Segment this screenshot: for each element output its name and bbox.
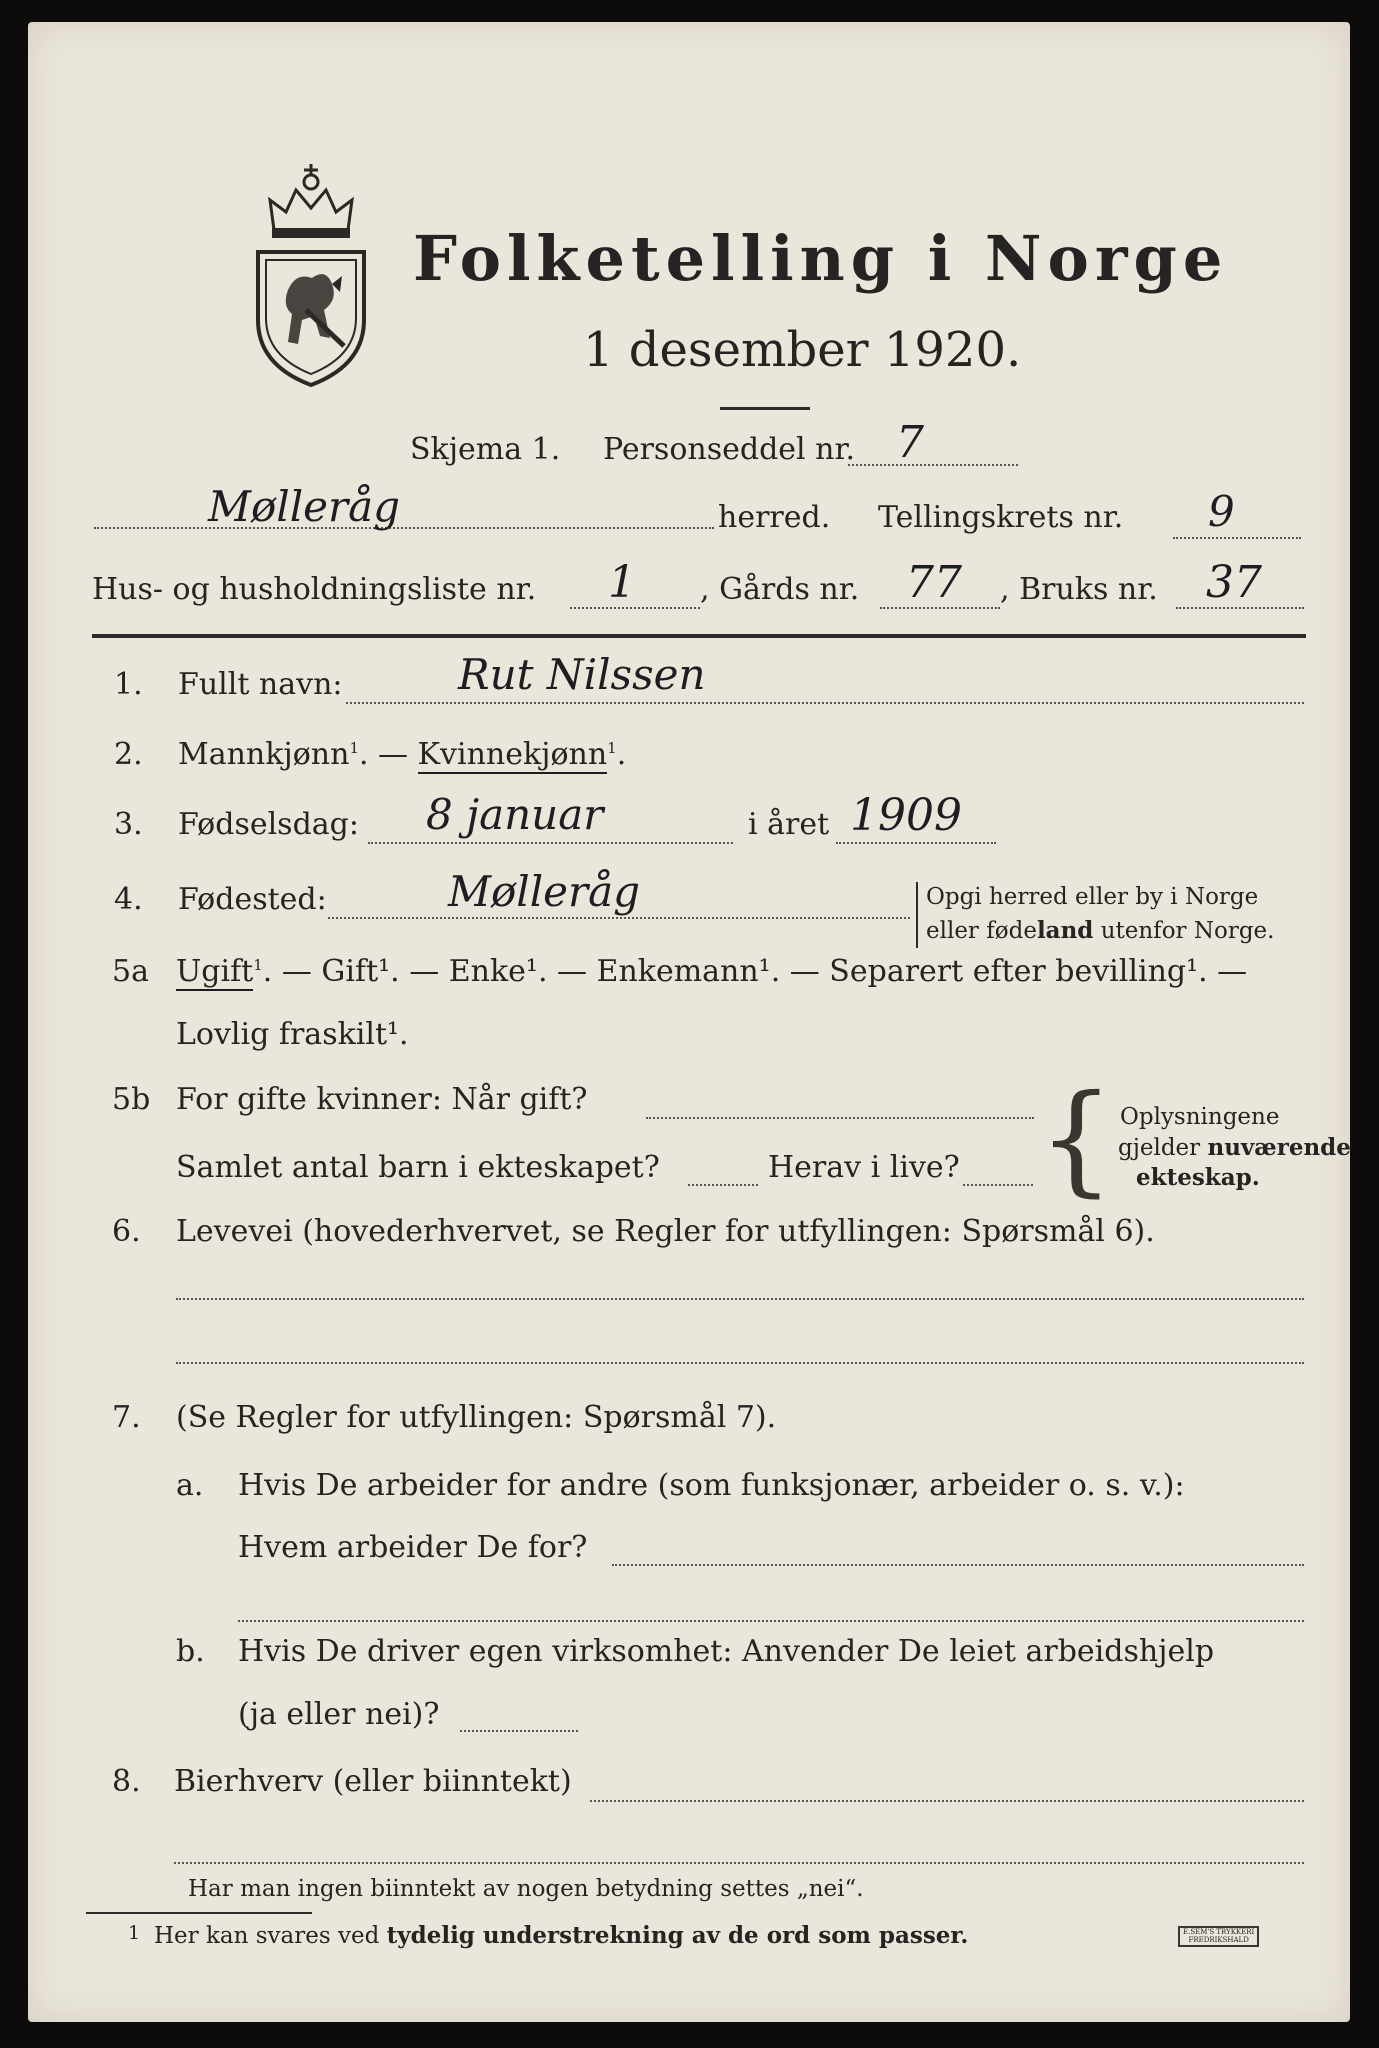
employer-line2 [238,1620,1304,1622]
q5b-note-line1: Oplysningene [1120,1104,1280,1130]
q5b-number: 5b [112,1082,151,1117]
birthplace-value: Mølleråg [448,867,641,916]
q7-number: 7. [112,1400,141,1435]
year-label: i året [748,807,830,842]
birthday-value: 8 januar [426,790,604,839]
year-line [836,842,996,844]
q8-note: Har man ingen biinntekt av nogen betydning settes „nei“. [188,1876,864,1902]
q6-label: Levevei (hovederhvervet, se Regler for utfyllingen: Spørsmål 6). [176,1214,1155,1249]
q4-number: 4. [114,882,143,917]
q5b-children-label: Samlet antal barn i ekteskapet? [176,1150,660,1185]
census-date: 1 desember 1920. [583,322,1022,378]
q3-label: Fødselsdag: [178,807,359,842]
q1-line [346,702,1304,704]
marital-status-line2: Lovlig fraskilt¹. [176,1017,409,1052]
children-line [688,1184,758,1186]
full-name-value: Rut Nilssen [458,650,706,699]
q4-label: Fødested: [178,882,327,917]
gards-value: 77 [906,557,962,608]
q7a-text: Hvis De arbeider for andre (som funksjonær, arbeider o. s. v.): [238,1468,1185,1503]
herred-line [94,527,714,529]
coat-of-arms-icon [246,160,376,390]
title-divider [720,407,810,410]
form-title: Folketelling i Norge [413,222,1229,295]
q7b-text: Hvis De driver egen virksomhet: Anvender De leiet arbeidshjelp [238,1634,1215,1669]
q5b-note-line2: gjelder nuværende [1118,1134,1351,1161]
male-option: Mannkjønn [178,737,350,772]
personseddel-label: Personseddel nr. [603,432,856,467]
occupation-line1 [176,1298,1304,1300]
q3-number: 3. [114,807,143,842]
marital-status-options: Ugift$^1$. — Gift¹. — Enke¹. — Enkemann¹. — Separert efter bevilling¹. — [176,954,1248,989]
q5b-married-label: For gifte kvinner: Når gift? [176,1082,588,1117]
q7a-letter: a. [176,1468,204,1503]
birth-year-value: 1909 [850,790,962,841]
q5a-number: 5a [112,954,149,989]
footnote-mark: 1 [128,1922,141,1944]
q8-number: 8. [112,1764,141,1799]
herred-label: herred. [718,500,831,535]
q1-number: 1. [114,667,143,702]
tellingskrets-label: Tellingskrets nr. [878,500,1124,535]
q2-number: 2. [114,737,143,772]
q4-note-bracket [916,882,918,948]
employer-line1 [612,1564,1304,1566]
q4-note-line2: eller fødeland utenfor Norge. [926,917,1275,944]
q7-label: (Se Regler for utfyllingen: Spørsmål 7). [176,1400,777,1435]
personseddel-line [848,464,1018,466]
footnote-text: Her kan svares ved tydelig understrekning av de ord som passer. [154,1922,969,1949]
printer-stamp: E.SEM'S TRYKKERI FREDRIKSHALD [1178,1926,1259,1947]
q8-label: Bierhverv (eller biinntekt) [174,1764,572,1799]
q7a-text2: Hvem arbeider De for? [238,1530,588,1565]
personseddel-value: 7 [896,417,924,468]
footnote-rule [86,1912,312,1914]
side-income-line1 [590,1800,1304,1802]
ugift-option: Ugift [176,954,254,989]
q6-number: 6. [112,1214,141,1249]
schema-label: Skjema 1. [410,432,561,467]
birthday-line [368,842,733,844]
bruks-label: , Bruks nr. [1000,572,1158,607]
female-option: Kvinnekjønn [417,737,608,772]
q5b-alive-label: Herav i live? [768,1150,960,1185]
gards-label: , Gårds nr. [700,572,860,607]
bruks-value: 37 [1206,557,1262,608]
q7b-text2: (ja eller nei)? [238,1697,440,1732]
husholdning-value: 1 [608,557,636,608]
q5b-note-line3: ekteskap. [1136,1164,1260,1191]
herred-value: Mølleråg [208,482,401,531]
q5b-brace: { [1038,1070,1115,1209]
q2-options: Mannkjønn$^1$. — Kvinnekjønn$^1$. [178,737,627,772]
census-form [28,22,1350,2022]
husholdning-label: Hus- og husholdningsliste nr. [92,572,537,607]
q4-note-line1: Opgi herred eller by i Norge [926,884,1259,910]
section-divider [92,634,1306,638]
side-income-line2 [174,1862,1304,1864]
tellingskrets-line [1173,537,1301,539]
married-when-line [646,1117,1034,1119]
q1-label: Fullt navn: [178,667,343,702]
hired-help-line [460,1730,578,1732]
tellingskrets-value: 9 [1208,487,1235,536]
q7b-letter: b. [176,1634,205,1669]
occupation-line2 [176,1362,1304,1364]
birthplace-line [328,917,910,919]
alive-line [963,1184,1033,1186]
